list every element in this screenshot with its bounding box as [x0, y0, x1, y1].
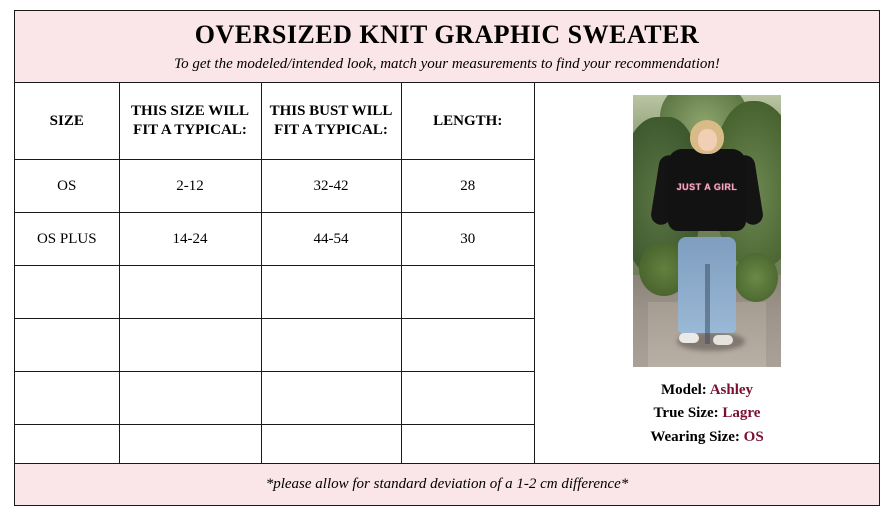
model-wearing-size-label: Wearing Size: — [650, 428, 740, 445]
cell-size: OS PLUS — [15, 213, 119, 266]
cell-bust-fit — [261, 266, 401, 319]
column-header-size-fit: THIS SIZE WILL FIT A TYPICAL: — [119, 83, 261, 160]
cell-bust-fit — [261, 372, 401, 425]
cell-size-fit — [119, 266, 261, 319]
model-photo — [633, 95, 781, 367]
model-panel — [535, 83, 879, 463]
cell-bust-fit: 32-42 — [261, 160, 401, 213]
photo-model-face — [698, 129, 717, 151]
content-area — [15, 83, 879, 463]
table-row — [15, 266, 534, 319]
cell-size-fit: 14-24 — [119, 213, 261, 266]
header-band — [15, 11, 879, 83]
cell-size — [15, 266, 119, 319]
cell-length — [401, 372, 534, 425]
photo-model-shoe-left — [679, 333, 699, 343]
cell-size — [15, 319, 119, 372]
footer-note: *please allow for standard deviation of a 1-2 cm difference* — [15, 463, 879, 505]
photo-model-shoe-right — [713, 335, 733, 345]
table-row — [15, 319, 534, 372]
cell-length — [401, 319, 534, 372]
cell-size: OS — [15, 160, 119, 213]
model-wearing-size-line — [650, 426, 763, 449]
model-name-line — [650, 379, 763, 402]
photo-model-jeans-seam — [705, 264, 710, 344]
model-details — [650, 379, 763, 449]
table-row — [15, 160, 534, 213]
cell-size-fit: 2-12 — [119, 160, 261, 213]
model-true-size-label: True Size: — [653, 405, 719, 422]
cell-length: 30 — [401, 213, 534, 266]
size-table — [15, 83, 534, 477]
page-title: OVERSIZED KNIT GRAPHIC SWEATER — [194, 20, 700, 49]
model-name-value: Ashley — [709, 382, 754, 399]
photo-foliage-lower-right — [734, 253, 778, 302]
model-wearing-size-value: OS — [743, 428, 764, 445]
cell-size-fit — [119, 372, 261, 425]
cell-length — [401, 266, 534, 319]
cell-bust-fit — [261, 319, 401, 372]
cell-size-fit — [119, 319, 261, 372]
column-header-length: LENGTH: — [401, 83, 534, 160]
table-header-row — [15, 83, 534, 160]
model-name-label: Model: — [660, 382, 707, 399]
cell-bust-fit: 44-54 — [261, 213, 401, 266]
column-header-size: SIZE — [15, 83, 119, 160]
model-true-size-line — [650, 402, 763, 425]
cell-size — [15, 372, 119, 425]
column-header-bust-fit: THIS BUST WILL FIT A TYPICAL: — [261, 83, 401, 160]
size-chart-card — [14, 10, 880, 506]
cell-length: 28 — [401, 160, 534, 213]
sweater-graphic-text: JUST A GIRL — [676, 182, 738, 193]
table-row — [15, 213, 534, 266]
model-true-size-value: Lagre — [722, 405, 761, 422]
header-subtitle: To get the modeled/intended look, match your measurements to find your recommendation! — [174, 55, 720, 72]
table-row — [15, 372, 534, 425]
size-table-container — [15, 83, 535, 463]
